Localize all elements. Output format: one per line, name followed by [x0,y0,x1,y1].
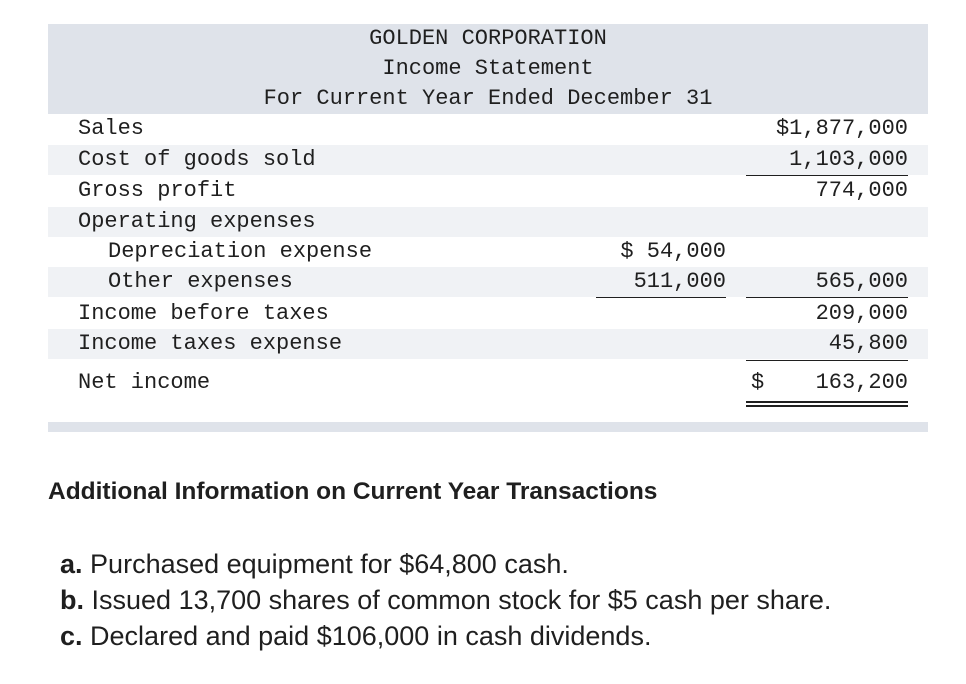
row-sales [48,114,928,144]
item-text: Purchased equipment for $64,800 cash. [90,549,569,579]
subtotal-rule [746,360,908,361]
additional-info-title: Additional Information on Current Year Transactions [48,478,658,505]
row-detail-amount: 511,000 [633,269,726,294]
company-name: GOLDEN CORPORATION [369,26,607,51]
detail-subtotal-rule [596,297,726,298]
double-rule-bottom [746,405,908,407]
row-net-income [48,368,928,398]
row-label: Income before taxes [78,301,329,326]
row-amount: 565,000 [815,269,908,294]
row-amount: 163,200 [815,370,908,395]
row-label: Net income [78,370,211,395]
row-amount: 209,000 [815,301,908,326]
statement-footer-bar [48,422,928,432]
row-label: Depreciation expense [108,239,373,264]
row-label: Sales [78,116,145,141]
item-text: Issued 13,700 shares of common stock for $5 cash per share. [91,585,832,615]
additional-item [60,582,831,618]
row-other-expenses [48,267,928,297]
statement-title: Income Statement [382,56,594,81]
row-amount: $1,877,000 [775,116,908,141]
double-rule-top [746,401,908,403]
row-gross-profit [48,176,928,206]
row-label: Operating expenses [78,209,316,234]
statement-header [48,24,928,114]
row-cogs [48,145,928,175]
additional-item [60,546,569,582]
row-label: Gross profit [78,178,237,203]
row-amount: 774,000 [815,178,908,203]
item-marker: c. [60,621,83,651]
row-label: Other expenses [108,269,293,294]
row-detail-amount: $ 54,000 [620,239,726,264]
subtotal-rule [746,297,908,298]
item-marker: b. [60,585,84,615]
row-label: Income taxes expense [78,331,343,356]
row-income-taxes [48,329,928,359]
item-marker: a. [60,549,83,579]
row-amount: 45,800 [828,331,908,356]
row-amount: 1,103,000 [789,147,908,172]
income-statement [48,24,928,395]
row-income-before-taxes [48,299,928,329]
row-depreciation [48,237,928,267]
row-label: Cost of goods sold [78,147,316,172]
statement-period: For Current Year Ended December 31 [263,86,713,111]
row-operating-expenses [48,207,928,237]
additional-item [60,618,651,654]
item-text: Declared and paid $106,000 in cash dividends. [90,621,652,651]
currency-symbol: $ [751,370,765,395]
